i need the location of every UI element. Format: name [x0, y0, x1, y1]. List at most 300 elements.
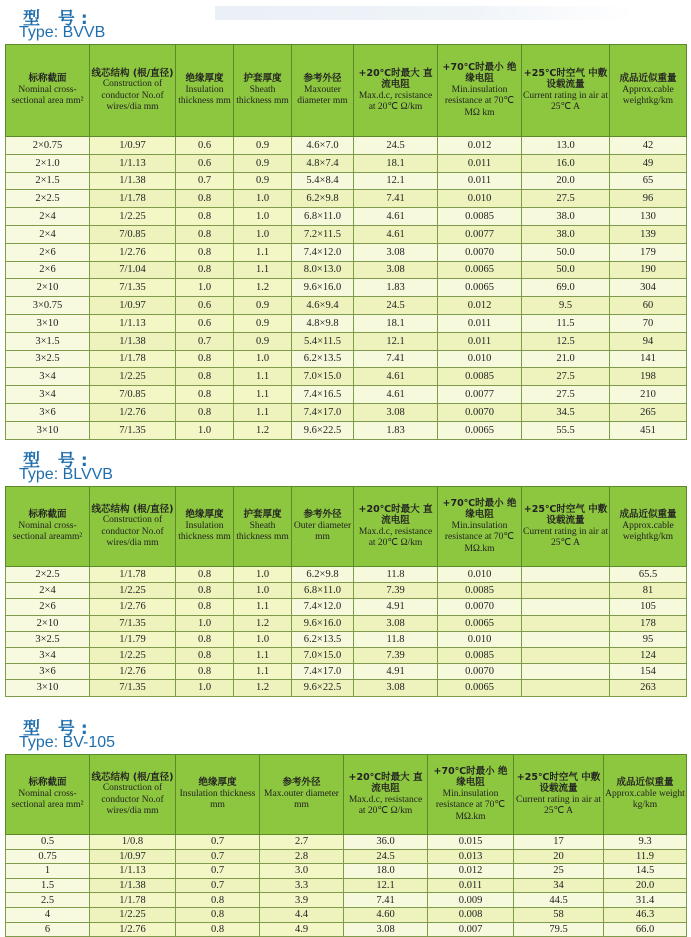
table-cell: 0.7 [176, 864, 260, 879]
table-row [6, 261, 687, 279]
type-title: Type: BV-105 [19, 734, 116, 751]
column-header-zh: 线芯结构 (根/直径) [91, 503, 174, 515]
column-header [344, 755, 428, 835]
table-cell: 2.8 [260, 849, 344, 864]
table-cell: 1/1.13 [90, 314, 176, 332]
column-header-en: Max.d.c, resistance at 20℃ Ω/km [358, 526, 433, 548]
table-cell: 1/1.78 [90, 567, 176, 583]
column-header [604, 755, 687, 835]
table-cell: 0.013 [428, 849, 514, 864]
table-cell: 79.5 [514, 922, 604, 937]
table-row [6, 631, 687, 647]
table-cell: 4.4 [260, 907, 344, 922]
table-cell: 4.61 [354, 225, 438, 243]
section-heading [5, 712, 686, 754]
table-cell: 13.0 [522, 137, 610, 155]
table-cell: 0.8 [176, 631, 234, 647]
column-header [610, 45, 687, 137]
table-cell: 1.0 [176, 615, 234, 631]
table-row [6, 208, 687, 226]
table-cell: 0.0085 [438, 208, 522, 226]
table-cell: 7.39 [354, 583, 438, 599]
table-cell: 1.1 [234, 599, 292, 615]
table-cell: 1 [6, 864, 90, 879]
table-cell: 24.5 [354, 137, 438, 155]
table-cell: 0.0065 [438, 615, 522, 631]
table-row [6, 615, 687, 631]
table-cell [522, 680, 610, 696]
column-header-en: Insulation thickness mm [179, 788, 256, 811]
table-cell: 1.5 [6, 878, 90, 893]
table-cell: 12.1 [344, 878, 428, 893]
table-cell: 0.8 [176, 403, 234, 421]
table-cell: 1.0 [176, 680, 234, 696]
table-cell: 0.009 [428, 893, 514, 908]
table-row [6, 849, 687, 864]
column-header [176, 487, 234, 567]
table-cell: 11.9 [604, 849, 687, 864]
table-cell: 3.08 [344, 922, 428, 937]
table-cell: 4 [6, 907, 90, 922]
table-cell: 38.0 [522, 208, 610, 226]
table-cell: 20.0 [604, 878, 687, 893]
section-heading [5, 2, 686, 44]
section-bvvb [5, 2, 686, 440]
table-cell: 0.0065 [438, 261, 522, 279]
table-cell: 1/2.76 [90, 664, 176, 680]
table-cell: 7.2×11.5 [292, 225, 354, 243]
table-cell: 18.1 [354, 314, 438, 332]
table-cell: 130 [610, 208, 687, 226]
table-cell: 0.7 [176, 878, 260, 893]
table-cell: 1/0.8 [90, 835, 176, 850]
table-cell: 81 [610, 583, 687, 599]
table-cell: 3×6 [6, 403, 90, 421]
table-cell: 4.6×7.0 [292, 137, 354, 155]
table-cell: 1.0 [234, 190, 292, 208]
table-cell: 6.2×13.5 [292, 631, 354, 647]
table-cell: 1.0 [234, 631, 292, 647]
table-cell: 9.3 [604, 835, 687, 850]
table-cell: 94 [610, 332, 687, 350]
table-cell: 3×1.5 [6, 332, 90, 350]
table-cell: 3.08 [354, 615, 438, 631]
table-cell: 9.6×16.0 [292, 279, 354, 297]
table-cell: 1.1 [234, 261, 292, 279]
table-row [6, 137, 687, 155]
table-cell: 0.8 [176, 893, 260, 908]
table-cell: 3×0.75 [6, 297, 90, 315]
table-cell: 4.9 [260, 922, 344, 937]
table-cell: 1/2.76 [90, 599, 176, 615]
table-cell: 3.3 [260, 878, 344, 893]
table-cell [522, 631, 610, 647]
table-row [6, 243, 687, 261]
table-cell: 4.8×7.4 [292, 154, 354, 172]
table-cell: 11.8 [354, 631, 438, 647]
table-cell: 34.5 [522, 403, 610, 421]
table-cell: 3.0 [260, 864, 344, 879]
table-cell: 2×10 [6, 279, 90, 297]
table-cell: 1.0 [176, 421, 234, 439]
table-cell: 1/1.78 [90, 893, 176, 908]
table-cell: 34 [514, 878, 604, 893]
table-cell: 7.4×17.0 [292, 664, 354, 680]
section-heading [5, 444, 686, 486]
table-cell: 3.08 [354, 261, 438, 279]
column-header-zh: 参考外径 [303, 509, 342, 521]
table-cell: 18.1 [354, 154, 438, 172]
column-header-en: Outer diameter mm [293, 520, 352, 543]
table-cell: 2×2.5 [6, 567, 90, 583]
table-cell: 9.6×16.0 [292, 615, 354, 631]
table-cell: 24.5 [344, 849, 428, 864]
table-cell: 65 [610, 172, 687, 190]
table-cell: 0.8 [176, 208, 234, 226]
table-cell [522, 664, 610, 680]
table-cell: 0.6 [176, 154, 234, 172]
table-cell: 7/1.04 [90, 261, 176, 279]
column-header-zh: 参考外径 [303, 73, 342, 85]
table-cell: 50.0 [522, 261, 610, 279]
column-header [354, 487, 438, 567]
table-cell: 6.8×11.0 [292, 583, 354, 599]
table-cell: 36.0 [344, 835, 428, 850]
table-cell: 6.8×11.0 [292, 208, 354, 226]
table-cell: 190 [610, 261, 687, 279]
table-cell: 1.1 [234, 664, 292, 680]
spec-table [5, 44, 687, 440]
table-cell: 3×4 [6, 386, 90, 404]
column-header [6, 487, 90, 567]
column-header [90, 487, 176, 567]
table-cell: 304 [610, 279, 687, 297]
table-row [6, 864, 687, 879]
table-cell: 1/2.25 [90, 907, 176, 922]
table-cell: 96 [610, 190, 687, 208]
table-cell: 69.0 [522, 279, 610, 297]
table-cell: 2×4 [6, 583, 90, 599]
table-row [6, 190, 687, 208]
table-cell: 7.4×16.5 [292, 386, 354, 404]
column-header-en: Nominal cross-sectional areamm² [12, 520, 83, 543]
table-cell: 0.8 [176, 583, 234, 599]
column-header [176, 45, 234, 137]
column-header-zh: +70℃时最小 绝缘电阻 [442, 62, 517, 85]
table-cell: 198 [610, 368, 687, 386]
table-row [6, 893, 687, 908]
model-label: 型 号: [23, 9, 94, 29]
table-cell: 0.010 [438, 350, 522, 368]
table-cell: 0.0070 [438, 243, 522, 261]
table-cell: 4.60 [344, 907, 428, 922]
table-cell: 0.6 [176, 137, 234, 155]
section-bv105 [5, 712, 686, 937]
table-cell: 0.010 [438, 631, 522, 647]
table-cell: 0.7 [176, 172, 234, 190]
table-cell: 3.08 [354, 243, 438, 261]
table-row [6, 421, 687, 439]
table-row [6, 172, 687, 190]
table-cell: 0.0077 [438, 225, 522, 243]
table-cell: 12.1 [354, 332, 438, 350]
column-header-en: Sheath thickness mm [236, 520, 289, 543]
table-cell: 14.5 [604, 864, 687, 879]
table-cell: 2.5 [6, 893, 90, 908]
table-cell: 7.0×15.0 [292, 368, 354, 386]
table-cell: 6.2×13.5 [292, 350, 354, 368]
column-header-en: Construction of conductor No.of wires/dia mm [101, 79, 164, 112]
table-cell: 0.015 [428, 835, 514, 850]
column-header [6, 755, 90, 835]
table-cell: 210 [610, 386, 687, 404]
table-cell: 1.2 [234, 279, 292, 297]
table-cell: 21.0 [522, 350, 610, 368]
table-cell: 0.0085 [438, 647, 522, 663]
table-cell: 263 [610, 680, 687, 696]
table-cell: 0.9 [234, 154, 292, 172]
table-cell: 4.91 [354, 599, 438, 615]
column-header-en: Insulation thickness mm [178, 520, 231, 543]
table-row [6, 878, 687, 893]
table-cell: 7.4×12.0 [292, 599, 354, 615]
column-header-en: Approx.cable weightkg/km [622, 84, 674, 107]
table-cell: 0.0065 [438, 421, 522, 439]
table-cell: 2×6 [6, 599, 90, 615]
table-cell [522, 599, 610, 615]
table-cell: 7.39 [354, 647, 438, 663]
table-row [6, 279, 687, 297]
column-header-en: Construction of conductor No.of wires/dia mm [101, 783, 164, 816]
column-header-zh: +20℃时最大 直流电阻 [358, 503, 433, 527]
table-cell: 1/2.25 [90, 368, 176, 386]
table-cell: 7.0×15.0 [292, 647, 354, 663]
table-cell: 3×10 [6, 421, 90, 439]
table-row [6, 386, 687, 404]
table-cell: 58 [514, 907, 604, 922]
table-cell: 1/0.97 [90, 137, 176, 155]
column-header-zh: 成品近似重量 [619, 509, 677, 521]
column-header [522, 487, 610, 567]
table-cell: 1.0 [234, 583, 292, 599]
table-cell: 12.1 [354, 172, 438, 190]
column-header [610, 487, 687, 567]
table-cell: 3.9 [260, 893, 344, 908]
table-cell: 27.5 [522, 190, 610, 208]
table-row [6, 350, 687, 368]
table-cell: 0.008 [428, 907, 514, 922]
column-header-en: Nominal cross-sectional area mm² [11, 788, 84, 811]
table-cell: 3×2.5 [6, 631, 90, 647]
column-header-en: Maxouter diameter mm [297, 84, 348, 107]
table-row [6, 680, 687, 696]
table-cell: 1.1 [234, 368, 292, 386]
table-cell: 1.2 [234, 680, 292, 696]
table-row [6, 599, 687, 615]
column-header [90, 45, 176, 137]
table-cell: 2×2.5 [6, 190, 90, 208]
column-header-zh: +20℃时最大 直流电阻 [358, 67, 433, 91]
table-cell: 7/0.85 [90, 386, 176, 404]
column-header-zh: +25℃时空气 中敷设载流量 [516, 771, 601, 795]
table-cell [522, 567, 610, 583]
table-cell: 0.007 [428, 922, 514, 937]
column-header-en: Max.d.c, resistance at 20℃ Ω/km [348, 794, 423, 816]
table-cell: 7/1.35 [90, 279, 176, 297]
table-cell: 0.010 [438, 567, 522, 583]
column-header [438, 45, 522, 137]
table-cell: 265 [610, 403, 687, 421]
column-header-en: Current rating in air at 25℃ A [516, 794, 601, 816]
table-cell: 0.0065 [438, 279, 522, 297]
column-header-zh: 护套厚度 [243, 509, 282, 521]
table-cell: 20 [514, 849, 604, 864]
table-cell: 25 [514, 864, 604, 879]
column-header-en: Approx.cable weightkg/km [622, 520, 674, 543]
table-cell: 17 [514, 835, 604, 850]
table-cell: 3.08 [354, 680, 438, 696]
column-header [6, 45, 90, 137]
table-cell [522, 583, 610, 599]
table-cell: 2×10 [6, 615, 90, 631]
column-header [234, 487, 292, 567]
table-cell: 38.0 [522, 225, 610, 243]
table-cell: 178 [610, 615, 687, 631]
table-cell: 0.0085 [438, 583, 522, 599]
table-cell: 24.5 [354, 297, 438, 315]
table-cell: 12.5 [522, 332, 610, 350]
table-cell: 3×4 [6, 647, 90, 663]
table-cell: 105 [610, 599, 687, 615]
table-cell: 2×4 [6, 208, 90, 226]
table-cell: 7.41 [354, 350, 438, 368]
column-header-en: Min.insulation resistance at 70℃ MΩ.km [435, 788, 506, 822]
table-cell: 1.0 [176, 279, 234, 297]
table-cell: 4.61 [354, 208, 438, 226]
table-cell: 0.8 [176, 225, 234, 243]
table-cell: 6 [6, 922, 90, 937]
table-cell: 44.5 [514, 893, 604, 908]
table-cell: 124 [610, 647, 687, 663]
spec-table [5, 486, 687, 697]
column-header [292, 487, 354, 567]
column-header-zh: 参考外径 [282, 777, 321, 789]
table-cell: 0.0070 [438, 664, 522, 680]
table-cell: 27.5 [522, 368, 610, 386]
table-row [6, 664, 687, 680]
table-cell: 95 [610, 631, 687, 647]
table-cell: 2×6 [6, 243, 90, 261]
table-cell: 7.41 [344, 893, 428, 908]
table-cell: 0.9 [234, 137, 292, 155]
table-cell: 4.91 [354, 664, 438, 680]
column-header-zh: +70℃时最小 绝缘电阻 [433, 766, 508, 789]
column-header-zh: 绝缘厚度 [198, 777, 237, 789]
column-header-zh: 线芯结构 (根/直径) [91, 771, 174, 783]
table-cell: 0.011 [428, 878, 514, 893]
column-header [292, 45, 354, 137]
column-header [514, 755, 604, 835]
column-header-en: Nominal cross-sectional area mm² [11, 84, 84, 107]
column-header [522, 45, 610, 137]
table-cell: 1/1.38 [90, 332, 176, 350]
table-cell: 0.8 [176, 261, 234, 279]
table-cell: 9.5 [522, 297, 610, 315]
table-cell: 0.011 [438, 314, 522, 332]
table-cell: 141 [610, 350, 687, 368]
table-cell: 1.2 [234, 615, 292, 631]
table-cell: 1/2.76 [90, 243, 176, 261]
table-cell: 1/2.76 [90, 403, 176, 421]
table-cell: 16.0 [522, 154, 610, 172]
table-row [6, 835, 687, 850]
table-cell: 0.0070 [438, 403, 522, 421]
table-cell: 4.8×9.8 [292, 314, 354, 332]
column-header [438, 487, 522, 567]
table-cell: 0.0085 [438, 368, 522, 386]
table-cell: 0.010 [438, 190, 522, 208]
table-cell: 5.4×11.5 [292, 332, 354, 350]
table-cell: 0.8 [176, 599, 234, 615]
column-header-zh: 绝缘厚度 [185, 73, 224, 85]
table-cell: 0.0065 [438, 680, 522, 696]
table-cell: 4.61 [354, 368, 438, 386]
table-cell: 1/1.78 [90, 190, 176, 208]
table-row [6, 907, 687, 922]
table-row [6, 154, 687, 172]
table-cell: 0.8 [176, 386, 234, 404]
table-cell: 179 [610, 243, 687, 261]
table-cell: 0.8 [176, 350, 234, 368]
table-row [6, 583, 687, 599]
table-cell: 3×10 [6, 314, 90, 332]
table-cell: 50.0 [522, 243, 610, 261]
table-cell: 11.8 [354, 567, 438, 583]
table-cell: 0.011 [438, 172, 522, 190]
table-cell: 7/0.85 [90, 225, 176, 243]
column-header-zh: 成品近似重量 [619, 73, 677, 85]
column-header-zh: 成品近似重量 [616, 777, 674, 789]
column-header-en: Current rating in air at 25℃ A [523, 526, 608, 548]
table-cell: 0.7 [176, 849, 260, 864]
table-cell: 1.1 [234, 386, 292, 404]
table-cell: 451 [610, 421, 687, 439]
table-row [6, 403, 687, 421]
table-cell: 6.2×9.8 [292, 567, 354, 583]
table-cell: 7/1.35 [90, 421, 176, 439]
table-cell: 2×6 [6, 261, 90, 279]
table-cell: 65.5 [610, 567, 687, 583]
table-cell: 0.8 [176, 567, 234, 583]
table-cell: 66.0 [604, 922, 687, 937]
column-header [234, 45, 292, 137]
table-cell: 60 [610, 297, 687, 315]
table-cell: 3×6 [6, 664, 90, 680]
table-row [6, 368, 687, 386]
table-cell: 3×2.5 [6, 350, 90, 368]
table-cell: 1.83 [354, 279, 438, 297]
table-cell: 42 [610, 137, 687, 155]
column-header-en: Min.insulation resistance at 70℃ MΩ.km [444, 520, 515, 554]
table-cell: 1/2.25 [90, 647, 176, 663]
table-row [6, 922, 687, 937]
column-header-en: Current rating in air at 25℃ A [523, 90, 608, 112]
table-cell: 3×10 [6, 680, 90, 696]
column-header [354, 45, 438, 137]
table-cell: 0.8 [176, 368, 234, 386]
model-label: 型 号: [23, 451, 94, 471]
model-label: 型 号: [23, 719, 94, 739]
